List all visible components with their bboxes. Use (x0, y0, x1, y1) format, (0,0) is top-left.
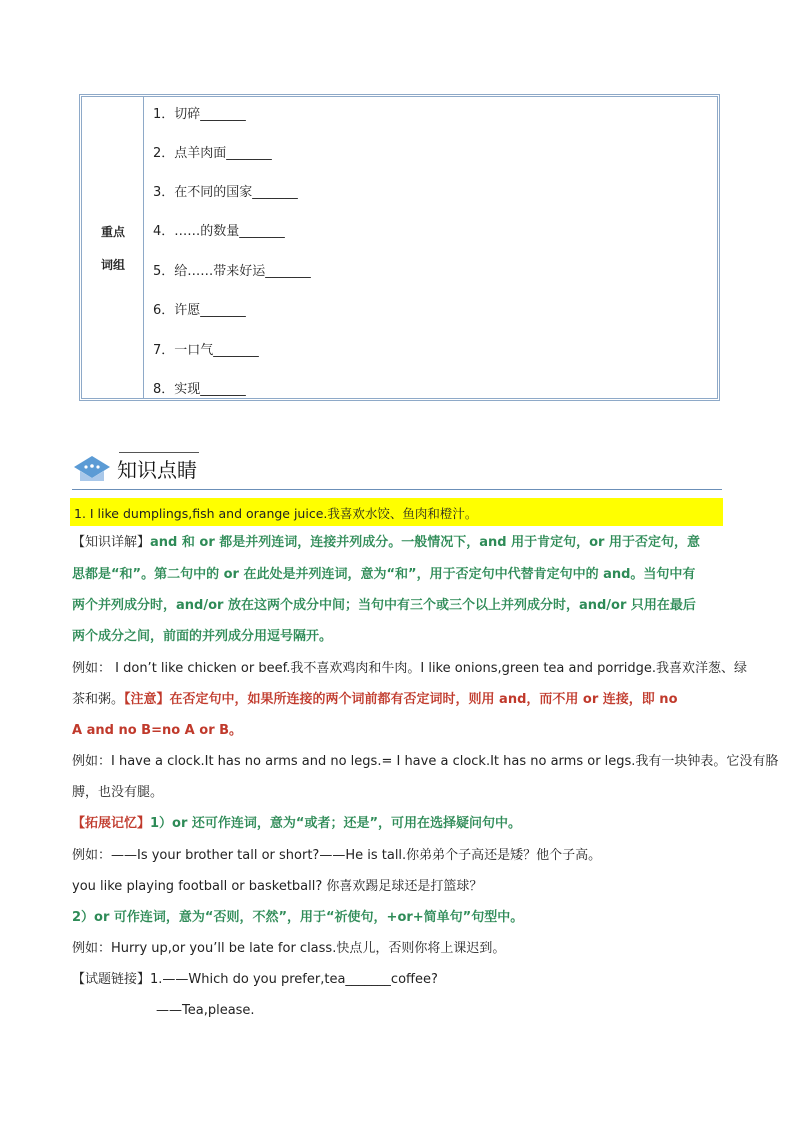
note-line-2: A and no B=no A or B。 (72, 723, 243, 738)
phrase-item: 3．在不同的国家_______ (153, 185, 298, 200)
test-question-text: 1.——Which do you prefer,tea_______coffee? (150, 972, 438, 987)
example2-line-1: 例如：I have a clock.It has no arms and no legs.= I have a clock.It has no arms or legs.我有一块钟表。它没有胳 (72, 754, 779, 769)
example1-text: I don’t like chicken or beef.我不喜欢鸡肉和牛肉。I like onions,green tea and porridge.我喜欢洋葱、绿 (111, 661, 748, 676)
table-label-cell (82, 97, 144, 398)
phrase-item: 2．点羊肉面_______ (153, 146, 272, 161)
example1-line-1 (72, 659, 747, 679)
example1-text-2: 茶和粥。 (72, 692, 125, 707)
section-title: 知识点睛 (117, 458, 197, 482)
phrase-item: 8．实现_______ (153, 382, 246, 397)
expand-point-1-text: 1）or 还可作连词，意为“或者；还是”，可用在选择疑问句中。 (150, 816, 522, 831)
phrase-item: 1．切碎_______ (153, 107, 246, 122)
highlight-sentence (70, 498, 723, 526)
phrase-item: 7．一口气_______ (153, 343, 259, 358)
expand-point-2: 2）or 可作连词，意为“否则，不然”，用于“祈使句，+or+简单句”句型中。 (72, 910, 524, 925)
example1-line-2 (72, 690, 678, 710)
phrase-item: 4．……的数量_______ (153, 224, 285, 239)
header-underline (72, 489, 722, 490)
detail-text: and 和 or 都是并列连词，连接并列成分。一般情况下，and 用于肯定句，or 用于否定句，意 (150, 535, 700, 550)
detail-line-3: 两个并列成分时，and/or 放在这两个成分中间；当句中有三个或三个以上并列成分时，and/or 只用在最后 (72, 598, 696, 613)
phrase-item: 6．许愿_______ (153, 303, 246, 318)
phrase-table (79, 94, 720, 401)
test-tag: 【试题链接】 (72, 972, 151, 987)
expand-example-2: 例如：Hurry up,or you’ll be late for class.快点儿，否则你将上课迟到。 (72, 941, 506, 956)
example-prefix: 例如： (72, 661, 112, 676)
detail-line-4: 两个成分之间，前面的并列成分用逗号隔开。 (72, 629, 333, 644)
detail-line-2: 思都是“和”。第二句中的 or 在此处是并列连词，意为“和”，用于否定句中代替肯定句中的 and。当句中有 (72, 567, 696, 582)
header-top-line (119, 452, 199, 453)
table-label-line1: 重点 (100, 225, 125, 239)
example2-line-2: 膊，也没有腿。 (72, 785, 164, 800)
note-text: 在否定句中，如果所连接的两个词前都有否定词时，则用 and，而不用 or 连接，即 no (169, 692, 678, 707)
expand-tag: 【拓展记忆】 (72, 816, 151, 831)
expand-point-1 (72, 814, 521, 834)
detail-line-1 (72, 533, 700, 553)
graduation-cap-icon (72, 453, 112, 485)
expand-example-1: 例如：——Is your brother tall or short?——He is tall.你弟弟个子高还是矮？他个子高。 (72, 848, 602, 863)
phrase-item: 5．给……带来好运_______ (153, 264, 311, 279)
detail-tag: 【知识详解】 (72, 535, 151, 550)
expand-example-1b: you like playing football or basketball? 你喜欢踢足球还是打篮球？ (72, 879, 483, 894)
test-question-1 (72, 970, 438, 990)
test-answer-1: ——Tea,please. (156, 1003, 255, 1018)
note-tag: 【注意】 (124, 692, 170, 707)
highlight-text: 1. I like dumplings,fish and orange juice.我喜欢水饺、鱼肉和橙汁。 (74, 506, 478, 521)
table-label-line2: 词组 (100, 258, 125, 272)
